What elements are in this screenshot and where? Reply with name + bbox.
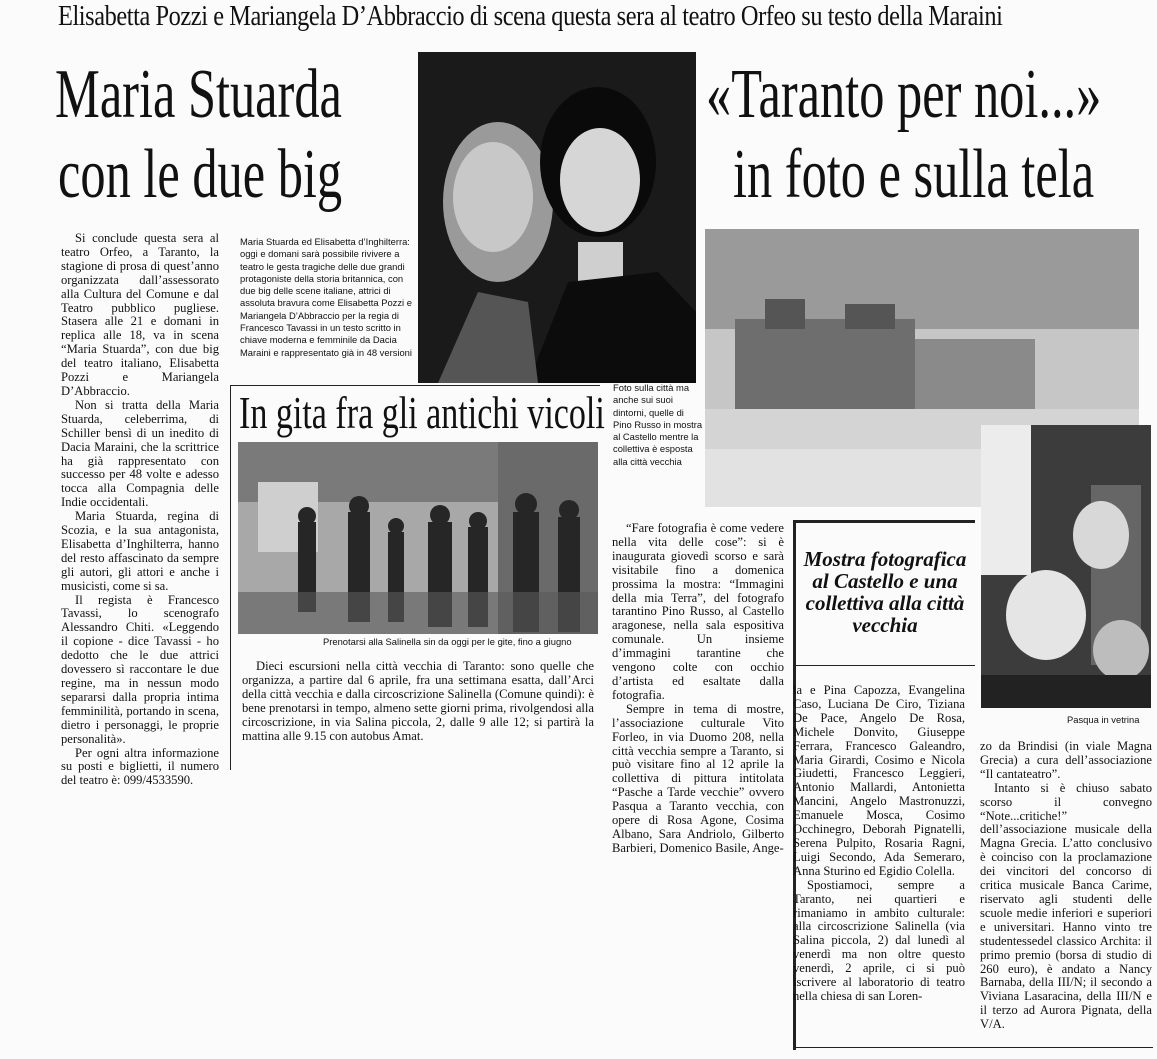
headline-in-gita: In gita fra gli antichi vicoli [239, 387, 605, 438]
headline-taranto-per-noi-line1: «Taranto per noi...» [706, 56, 1102, 133]
kicker-headline: Elisabetta Pozzi e Mariangela D’Abbraccio di scena questa sera al teatro Orfeo su testo della Maraini [58, 0, 1003, 32]
old-town-photo-caption: Prenotarsi alla Salinella sin da oggi per le gite, fino a giugno [323, 636, 572, 647]
article3-col1-paragraph-2: Sempre in tema di mostre, l’associazione culturale Vito Forleo, in via Duomo 208, nella città vecchia sempre a Taranto, si può visitare fino al 12 aprile la collettiva di pittura intitolata “Pasche a Tarde vecchie” ovvero Pasqua a Taranto vecchia, con opere di Rosa Agone, Cosima Albano, Sara Andriolo, Gilberto Barbieri, Domenico Basile, Ange- [612, 701, 784, 855]
headline-maria-stuarda-line1: Maria Stuarda [55, 56, 342, 133]
exhibition-box-title: Mostra fotografica al Castello e una collettiva alla città vecchia [803, 547, 967, 637]
article3-col1-paragraph-1: “Fare fotografia è come vedere nella vita delle cose”: si è inaugurata giovedì scorso e sarà visitabile fino a domenica prossima la mostra: “Immagini della mia Terra”, del fotografo tarantino Pino Russo, al Castello aragonese, nella sala espositiva comunale. Un insieme d’immagini tarantine che vengono colte con occhio d’artista ed esaltate dalla fotografia. [612, 521, 784, 702]
article3-column1 [612, 522, 784, 856]
article1-paragraph-5: Per ogni altra informazione su posti e biglietti, il numero del teatro è: 099/4533590. [61, 745, 219, 788]
article2-left-rule [230, 385, 231, 770]
article2-paragraph: Dieci escursioni nella città vecchia di Taranto: sono quelle che organizza, a partire dal 6 aprile, fra una settimana esatta, dall’Arci della città vecchia e dalla circoscrizione Salinella (Comune quindi): è bene prenotarsi in tempo, almeno sette giorni prima, rivolgendosi alla circoscrizione, in via Salina piccola, 2, dalle 9 alle 12; si partirà la mattina alle 9.15 con autobus Amat. [242, 659, 594, 743]
article1-paragraph-3: Maria Stuarda, regina di Scozia, e la sua antagonista, Elisabetta d’Inghilterra, hanno del resto affascinato da sempre gli autori, gli attori e anche i musicisti, come si sa. [61, 509, 219, 593]
article1-body [61, 232, 219, 788]
castle-photo-caption: Foto sulla città ma anche sui suoi dintorni, quelle di Pino Russo in mostra al Castello mentre la collettiva è esposta alla città vecchia [613, 382, 703, 467]
article3-col3-paragraph-1: zo da Brindisi (in viale Magna Grecia) a cura dell’associazione “Il cantateatro”. [980, 739, 1152, 781]
easter-window-photo [981, 425, 1151, 708]
headline-maria-stuarda-line2: con le due big [58, 136, 343, 213]
article2-body [242, 660, 594, 743]
article3-column3 [980, 740, 1152, 1032]
headline-taranto-per-noi-line2: in foto e sulla tela [733, 136, 1095, 213]
actresses-photo [418, 52, 696, 383]
page-bottom-rule [793, 1047, 1153, 1048]
box-bottom-rule [793, 665, 975, 666]
easter-window-art [981, 425, 1151, 708]
article3-column2 [793, 684, 965, 1004]
article3-col2-paragraph-2: Spostiamoci, sempre a Taranto, nei quartieri e rimaniamo in ambito culturale: alla circoscrizione Salinella (via Salina piccola, 2) dal lunedì al venerdì ma non oltre questo venerdì, 2 aprile, ci si può iscrivere al laboratorio di teatro nella chiesa di san Loren- [793, 877, 965, 1003]
old-town-crowd-art [238, 442, 598, 634]
box-top-rule [793, 520, 975, 523]
actresses-photo-caption: Maria Stuarda ed Elisabetta d’Inghilterra: oggi e domani sarà possibile rivivere a teatro le gesta tragiche delle due grandi protagoniste della storia britannica, con due big delle scene italiane, attrici di assoluta bravura come Elisabetta Pozzi e Mariangela D’Abbraccio per la regia di Francesco Tavassi in un testo scritto in chiave moderna e femminile da Dacia Maraini e rappresentato già in 48 versioni [240, 236, 412, 358]
article3-col2-paragraph-1: la e Pina Capozza, Evangelina Caso, Luciana De Ciro, Tiziana De Pace, Angelo De Rosa, Michele Donvito, Giuseppe Ferrara, Francesco Galeandro, Maria Girardi, Cosimo e Nicola Giudetti, Francesco Leggieri, Antonio Mallardi, Antonietta Mancini, Angelo Mastronuzzi, Emanuele Mosca, Cosimo Occhinegro, Deborah Pignatelli, Serena Pulpito, Rosaria Ragni, Luigi Secondo, Ada Semeraro, Anna Sturino ed Egidio Colella. [793, 683, 965, 878]
easter-photo-caption: Pasqua in vetrina [1067, 714, 1140, 725]
article3-col3-paragraph-2: Intanto si è chiuso sabato scorso il convegno “Note...critiche!” dell’associazione musicale della Magna Grecia. L’atto conclusivo è coinciso con la proclamazione dei vincitori del concorso di critica musicale Banca Carime, riservato agli studenti delle scuole medie inferiori e superiori e universitari. Hanno vinto tre studentessedel classico Archita: il primo premio (borsa di studio di 260 euro), è andato a Nancy Barnaba, della III/N; il secondo a Viviana Lasaracina, della III/N e il terzo ad Aurora Pignata, della V/A. [980, 780, 1152, 1032]
old-town-crowd-photo [238, 442, 598, 634]
actresses-photo-art [418, 52, 696, 383]
article1-paragraph-1: Si conclude questa sera al teatro Orfeo, a Taranto, la stagione di prosa di quest’anno organizzata dall’assessorato alla Cultura del Comune e dal Teatro pubblico pugliese. Stasera alle 21 e domani in replica alle 18, va in scena “Maria Stuarda”, con due big del teatro italiano, Elisabetta Pozzi e Mariangela D’Abbraccio. [61, 231, 219, 398]
article1-paragraph-2: Non si tratta della Maria Stuarda, celeberrima, di Schiller bensì di un inedito di Dacia Maraini, che la scrittrice ha già rappresentato con successo per 48 volte e adesso tocca alla Compagnia delle Indie occidentali. [61, 397, 219, 510]
article1-paragraph-4: Il regista è Francesco Tavassi, lo scenografo Alessandro Chiti. «Leggendo il copione - dice Tavassi - ho dedotto che le due attrici dovessero sì raccontare le due regine, ma in nessun modo separarsi dalla propria intima femminilità, portando in scena, dietro i personaggi, le proprie personalità». [61, 592, 219, 746]
